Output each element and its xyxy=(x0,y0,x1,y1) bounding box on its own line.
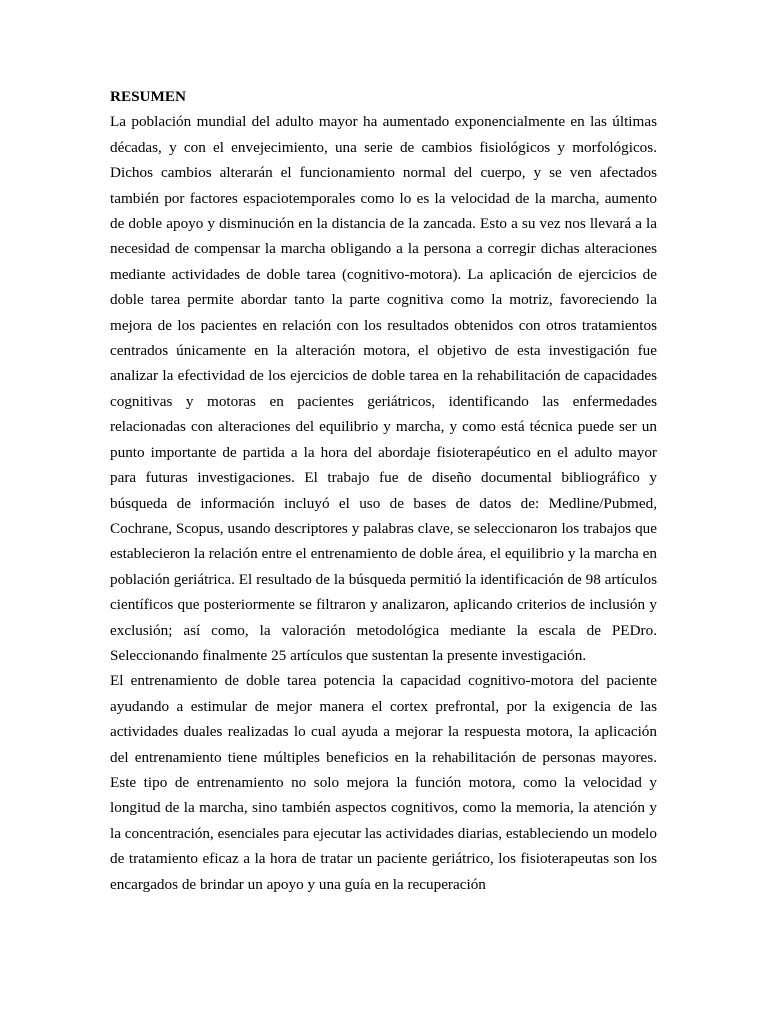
section-heading: RESUMEN xyxy=(110,88,186,105)
paragraph-1: La población mundial del adulto mayor ha aumentado exponencialmente en las últimas décadas, y con el envejecimiento, una serie de cambios fisiológicos y morfológicos. Dichos cambios alterarán el funcionamiento normal del cuerpo, y se ven afectados también por factores espaciotemporales como lo es la velocidad de la marcha, aumento de doble apoyo y disminución en la distancia de la zancada. Esto a su vez nos llevará a la necesidad de compensar la marcha obligando a la persona a corregir dichas alteraciones mediante actividades de doble tarea (cognitivo-motora). La aplicación de ejercicios de doble tarea permite abordar tanto la parte cognitiva como la motriz, favoreciendo la mejora de los pacientes en relación con los resultados obtenidos con otros tratamientos centrados únicamente en la alteración motora, el objetivo de esta investigación fue analizar la efectividad de los ejercicios de doble tarea en la rehabilitación de capacidades cognitivas y motoras en pacientes geriátricos, identificando las enfermedades relacionadas con alteraciones del equilibrio y marcha, y como está técnica puede ser un punto importante de partida a la hora del abordaje fisioterapéutico en el adulto mayor para futuras investigaciones. El trabajo fue de diseño documental bibliográfico y búsqueda de información incluyó el uso de bases de datos de: Medline/Pubmed, Cochrane, Scopus, usando descriptores y palabras clave, se seleccionaron los trabajos que establecieron la relación entre el entrenamiento de doble área, el equilibrio y la marcha en población geriátrica. El resultado de la búsqueda permitió la identificación de 98 artículos científicos que posteriormente se filtraron y analizaron, aplicando criterios de inclusión y exclusión; así como, la valoración metodológica mediante la escala de PEDro. Seleccionando finalmente 25 artículos que sustentan la presente investigación. xyxy=(110,113,657,664)
paragraph-2: El entrenamiento de doble tarea potencia la capacidad cognitivo-motora del paciente ayudando a estimular de mejor manera el cortex prefrontal, por la exigencia de las actividades duales realizadas lo cual ayuda a mejorar la respuesta motora, la aplicación del entrenamiento tiene múltiples beneficios en la rehabilitación de personas mayores. Este tipo de entrenamiento no solo mejora la función motora, como la velocidad y longitud de la marcha, sino también aspectos cognitivos, como la memoria, la atención y la concentración, esenciales para ejecutar las actividades diarias, estableciendo un modelo de tratamiento eficaz a la hora de tratar un paciente geriátrico, los fisioterapeutas son los encargados de brindar un apoyo y una guía en la recuperación xyxy=(110,672,657,893)
